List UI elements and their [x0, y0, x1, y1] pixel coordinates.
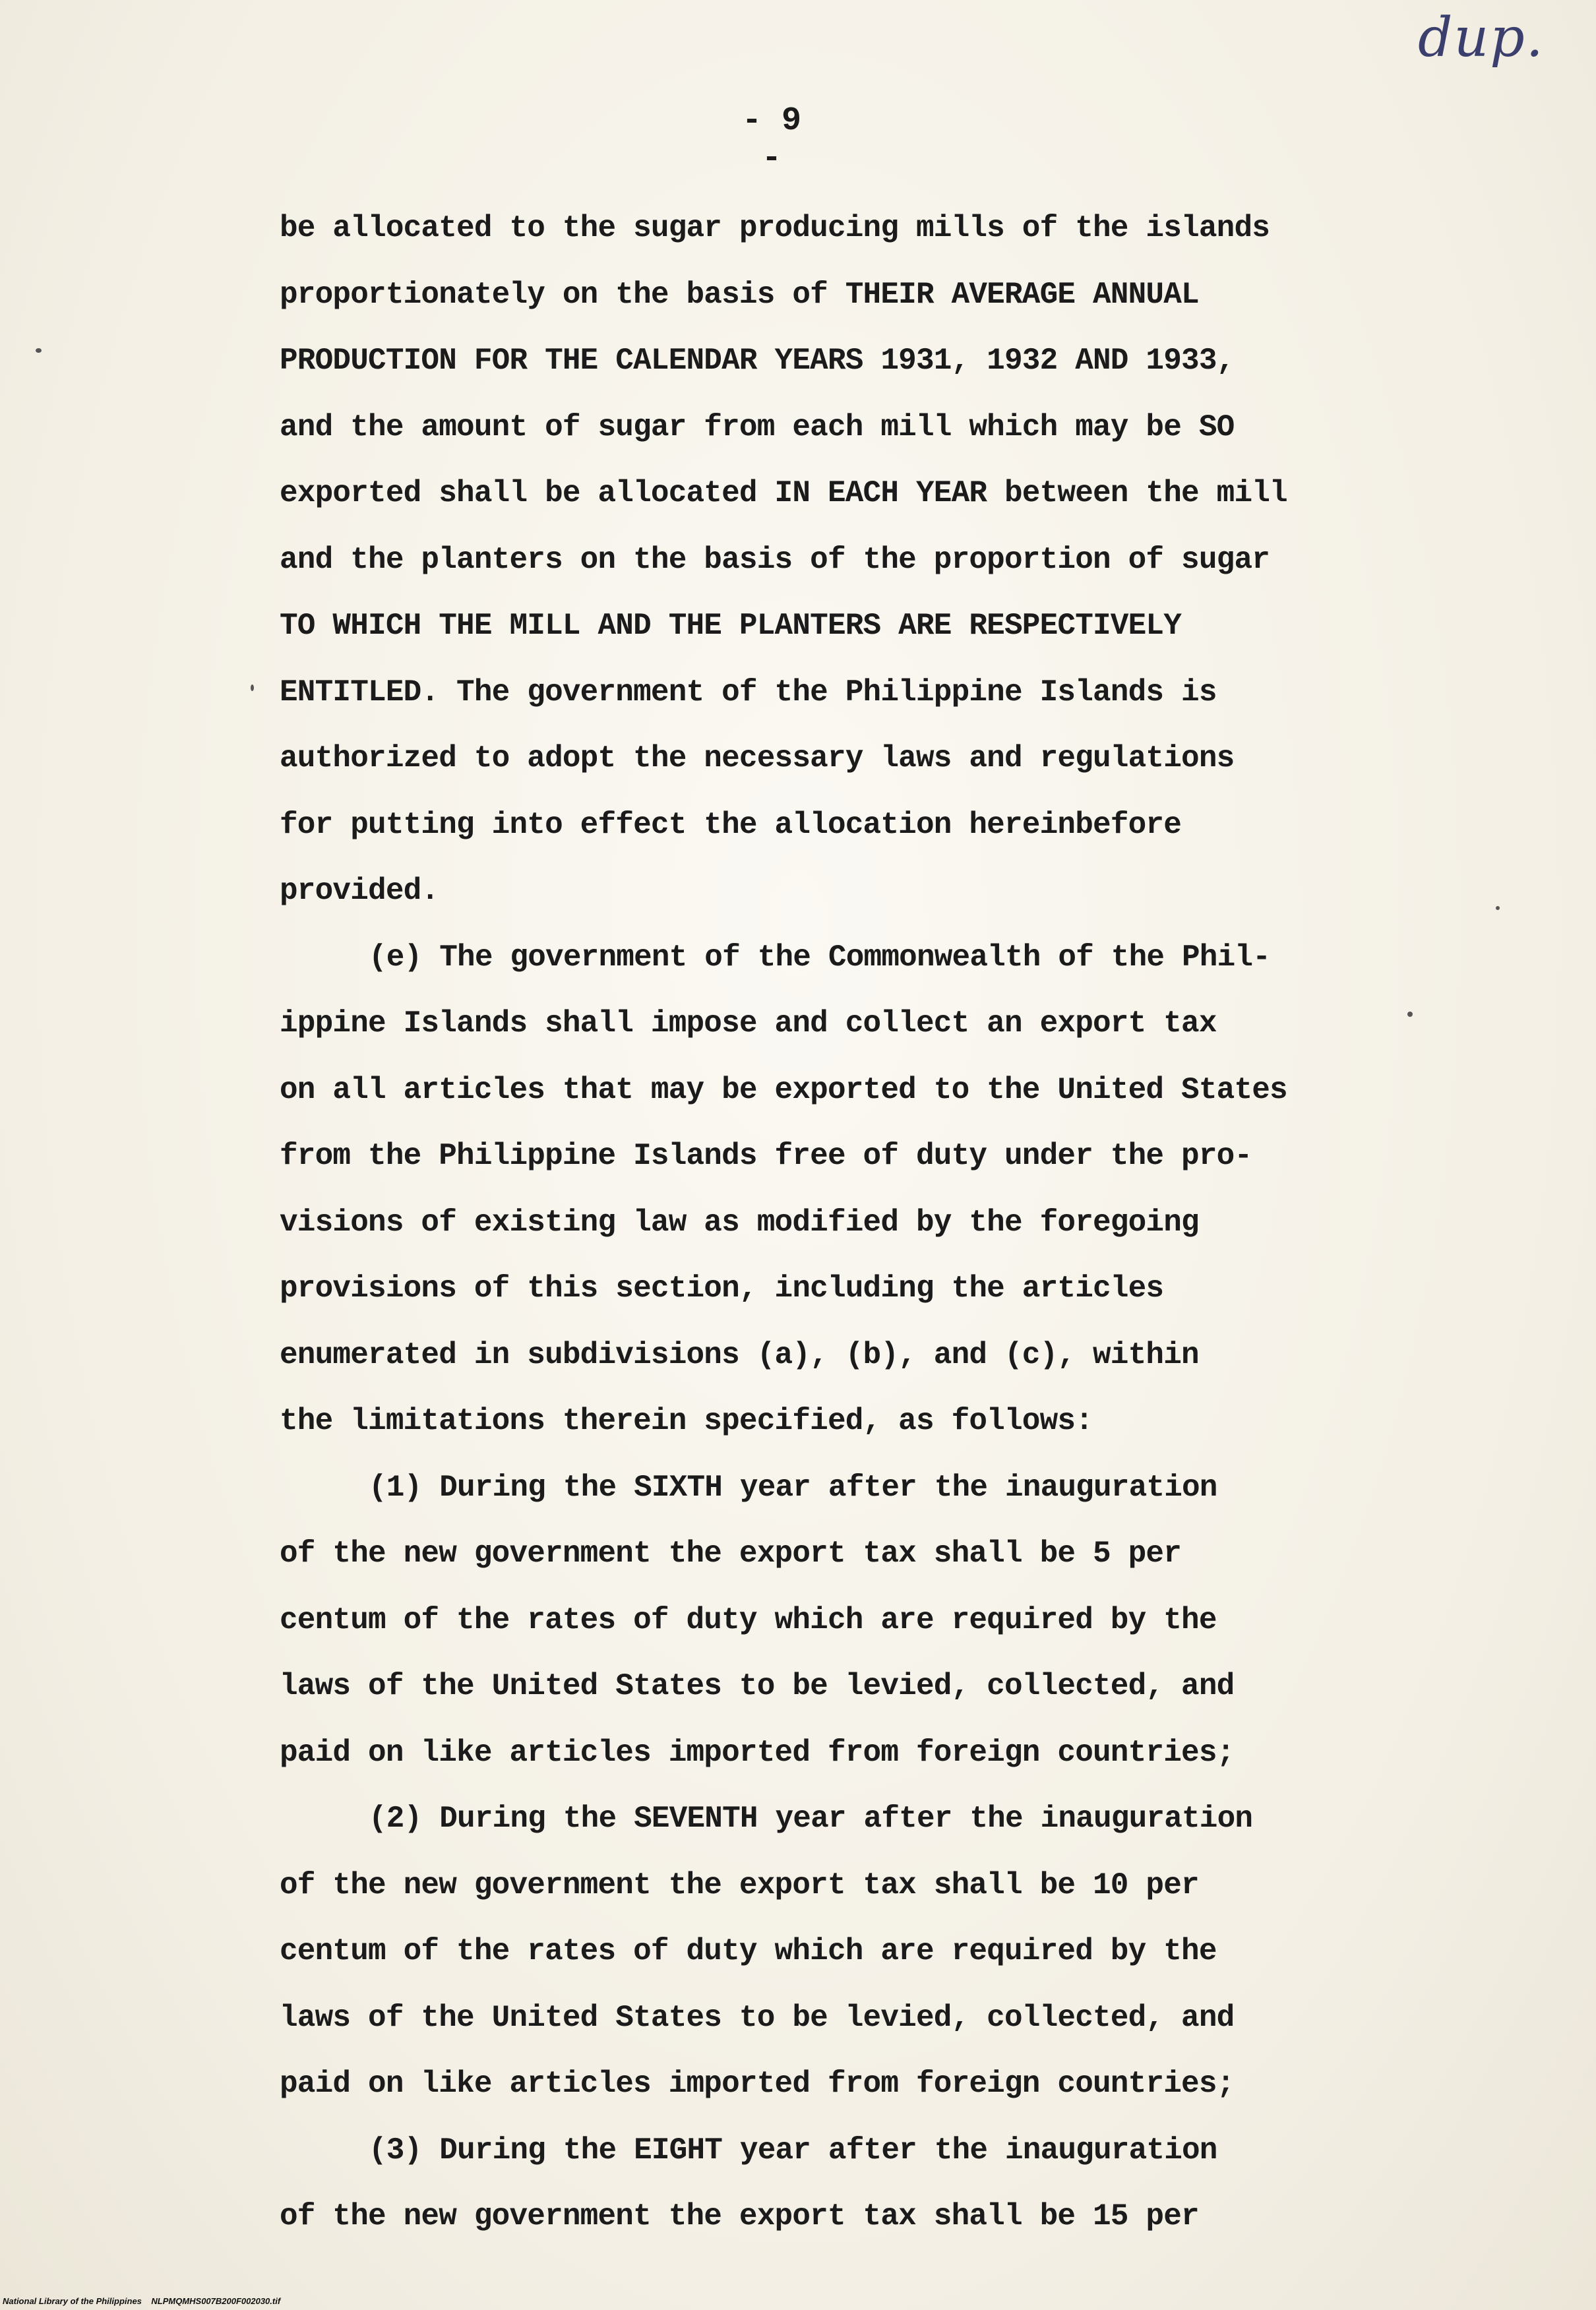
handwritten-annotation: dup.	[1418, 7, 1545, 69]
paper-speck	[1407, 1012, 1413, 1017]
text-line: on all articles that may be exported to the United States	[280, 1072, 1287, 1107]
paper-speck	[1496, 906, 1500, 910]
text-line: paid on like articles imported from foreign countries;	[280, 1735, 1235, 1770]
text-line: ippine Islands shall impose and collect an export tax	[280, 1006, 1217, 1041]
text-line: (3) During the EIGHT year after the inauguration	[369, 2133, 1217, 2168]
text-line: paid on like articles imported from foreign countries;	[280, 2067, 1235, 2101]
scan-footer: National Library of the Philippines NLPMQMHS007B200F002030.tif	[3, 2296, 281, 2306]
text-line: centum of the rates of duty which are required by the	[280, 1934, 1217, 1968]
page-number: - 9 -	[741, 102, 801, 177]
text-line: provisions of this section, including the articles	[280, 1271, 1164, 1306]
text-line: be allocated to the sugar producing mills of the islands	[280, 211, 1270, 245]
text-line: for putting into effect the allocation hereinbefore	[280, 807, 1182, 842]
text-line: the limitations therein specified, as follows:	[280, 1404, 1093, 1438]
paper-speck	[36, 348, 42, 353]
text-line: of the new government the export tax shall be 10 per	[280, 1868, 1199, 1902]
text-line: provided.	[280, 874, 439, 908]
text-line: TO WHICH THE MILL AND THE PLANTERS ARE RESPECTIVELY	[280, 609, 1182, 643]
text-line: and the amount of sugar from each mill which may be SO	[280, 410, 1235, 444]
text-line: of the new government the export tax shall be 5 per	[280, 1536, 1182, 1571]
text-line: visions of existing law as modified by the foregoing	[280, 1205, 1199, 1240]
text-line: laws of the United States to be levied, collected, and	[280, 1669, 1235, 1703]
body-text	[280, 195, 1287, 2250]
text-line: and the planters on the basis of the proportion of sugar	[280, 542, 1270, 577]
text-line: (2) During the SEVENTH year after the inauguration	[369, 1802, 1253, 1836]
text-line: laws of the United States to be levied, collected, and	[280, 2000, 1235, 2035]
text-line: centum of the rates of duty which are required by the	[280, 1602, 1217, 1637]
paper-speck	[251, 684, 254, 691]
text-line: enumerated in subdivisions (a), (b), and (c), within	[280, 1337, 1199, 1372]
text-line: exported shall be allocated IN EACH YEAR between the mill	[280, 476, 1287, 510]
text-line: ENTITLED. The government of the Philippine Islands is	[280, 675, 1217, 710]
text-line: PRODUCTION FOR THE CALENDAR YEARS 1931, 1932 AND 1933,	[280, 344, 1235, 378]
text-line: (1) During the SIXTH year after the inauguration	[369, 1470, 1217, 1505]
text-line: of the new government the export tax shall be 15 per	[280, 2199, 1199, 2234]
text-line: proportionately on the basis of THEIR AVERAGE ANNUAL	[280, 277, 1199, 312]
text-line: authorized to adopt the necessary laws and regulations	[280, 741, 1235, 775]
text-line: (e) The government of the Commonwealth of the Phil-	[369, 940, 1271, 975]
text-line: from the Philippine Islands free of duty under the pro-	[280, 1139, 1252, 1173]
